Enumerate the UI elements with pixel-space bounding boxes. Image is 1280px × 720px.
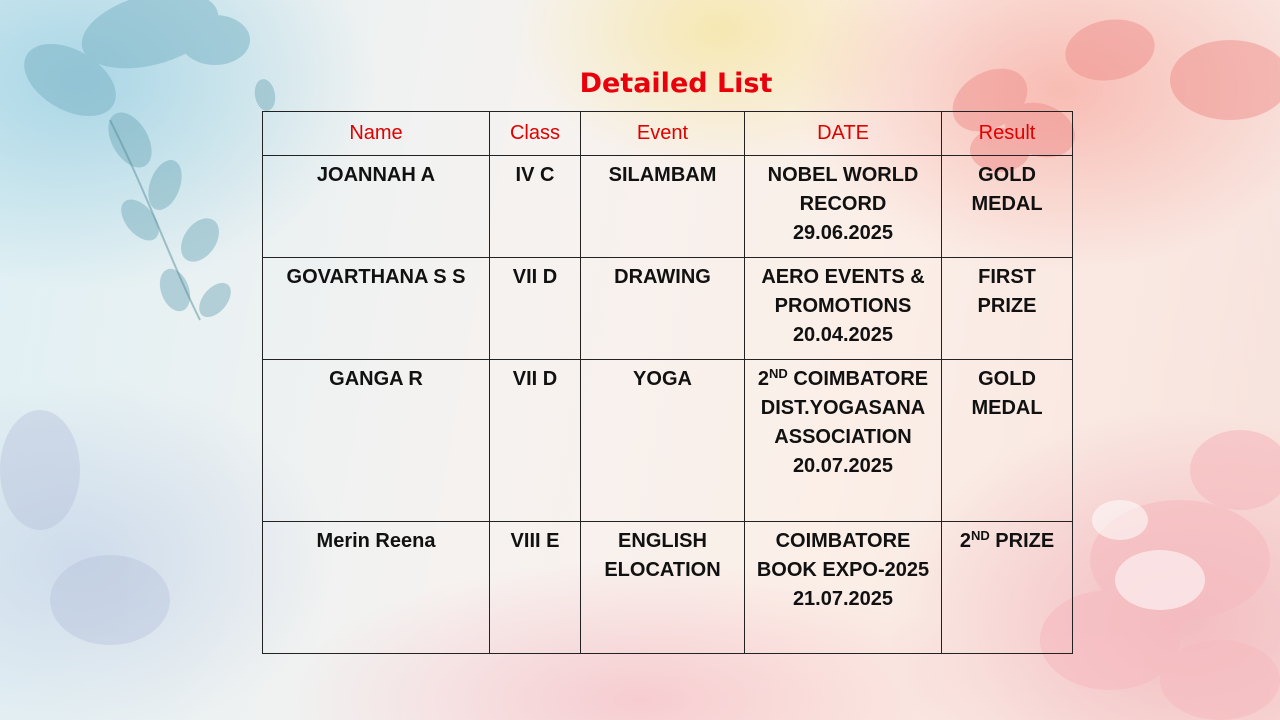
- cell-date: [745, 258, 942, 360]
- result-line: GOLD: [978, 368, 1036, 390]
- date-line: BOOK EXPO-2025: [756, 559, 930, 581]
- cell-result: [942, 522, 1073, 654]
- date-line: DIST.YOGASANA: [760, 397, 926, 419]
- cell-name: GANGA R: [263, 360, 490, 522]
- ordinal-number: 2: [959, 530, 971, 552]
- table-row: [263, 156, 1073, 258]
- date-line: 21.07.2025: [792, 588, 894, 610]
- cell-date: [745, 522, 942, 654]
- detailed-list-table: [262, 111, 1073, 654]
- date-line: NOBEL WORLD: [767, 164, 919, 186]
- date-line: AERO EVENTS &: [761, 266, 925, 288]
- cell-name: JOANNAH A: [263, 156, 490, 258]
- column-header-date: DATE: [745, 112, 942, 156]
- cell-name: GOVARTHANA S S: [263, 258, 490, 360]
- date-line: 29.06.2025: [792, 222, 894, 244]
- date-line: COIMBATORE: [775, 530, 911, 552]
- result-line: [942, 527, 1072, 556]
- event-line: YOGA: [633, 368, 692, 390]
- cell-result: [942, 156, 1073, 258]
- result-line: MEDAL: [971, 397, 1043, 419]
- column-header-name: Name: [263, 112, 490, 156]
- event-line: ENGLISH: [618, 530, 707, 552]
- event-line: SILAMBAM: [608, 164, 717, 186]
- date-line: 20.04.2025: [792, 324, 894, 346]
- date-line: ASSOCIATION: [774, 426, 912, 448]
- cell-date: [745, 360, 942, 522]
- cell-result: [942, 258, 1073, 360]
- table-row: [263, 360, 1073, 522]
- ordinal-rest: COIMBATORE: [793, 368, 929, 390]
- cell-class: IV C: [490, 156, 581, 258]
- page-title: Detailed List: [579, 68, 773, 99]
- date-line: 20.07.2025: [792, 455, 894, 477]
- result-line: FIRST: [978, 266, 1036, 288]
- event-line: ELOCATION: [604, 559, 721, 581]
- column-header-event: Event: [581, 112, 745, 156]
- event-line: DRAWING: [614, 266, 711, 288]
- result-line: GOLD: [978, 164, 1036, 186]
- table-row: [263, 522, 1073, 654]
- cell-result: [942, 360, 1073, 522]
- cell-name: Merin Reena: [263, 522, 490, 654]
- column-header-class: Class: [490, 112, 581, 156]
- cell-event: [581, 522, 745, 654]
- cell-event: [581, 360, 745, 522]
- cell-event: [581, 258, 745, 360]
- ordinal-suffix: ND: [970, 528, 990, 543]
- column-header-result: Result: [942, 112, 1073, 156]
- table-header-row: [263, 112, 1073, 156]
- date-line: [745, 365, 941, 394]
- date-line: PROMOTIONS: [774, 295, 912, 317]
- result-line: MEDAL: [971, 193, 1043, 215]
- cell-class: VIII E: [490, 522, 581, 654]
- ordinal-suffix: ND: [768, 366, 788, 381]
- ordinal-number: 2: [757, 368, 769, 390]
- cell-class: VII D: [490, 360, 581, 522]
- cell-event: [581, 156, 745, 258]
- cell-class: VII D: [490, 258, 581, 360]
- cell-date: [745, 156, 942, 258]
- table-row: [263, 258, 1073, 360]
- result-line: PRIZE: [977, 295, 1037, 317]
- ordinal-rest: PRIZE: [995, 530, 1055, 552]
- date-line: RECORD: [799, 193, 887, 215]
